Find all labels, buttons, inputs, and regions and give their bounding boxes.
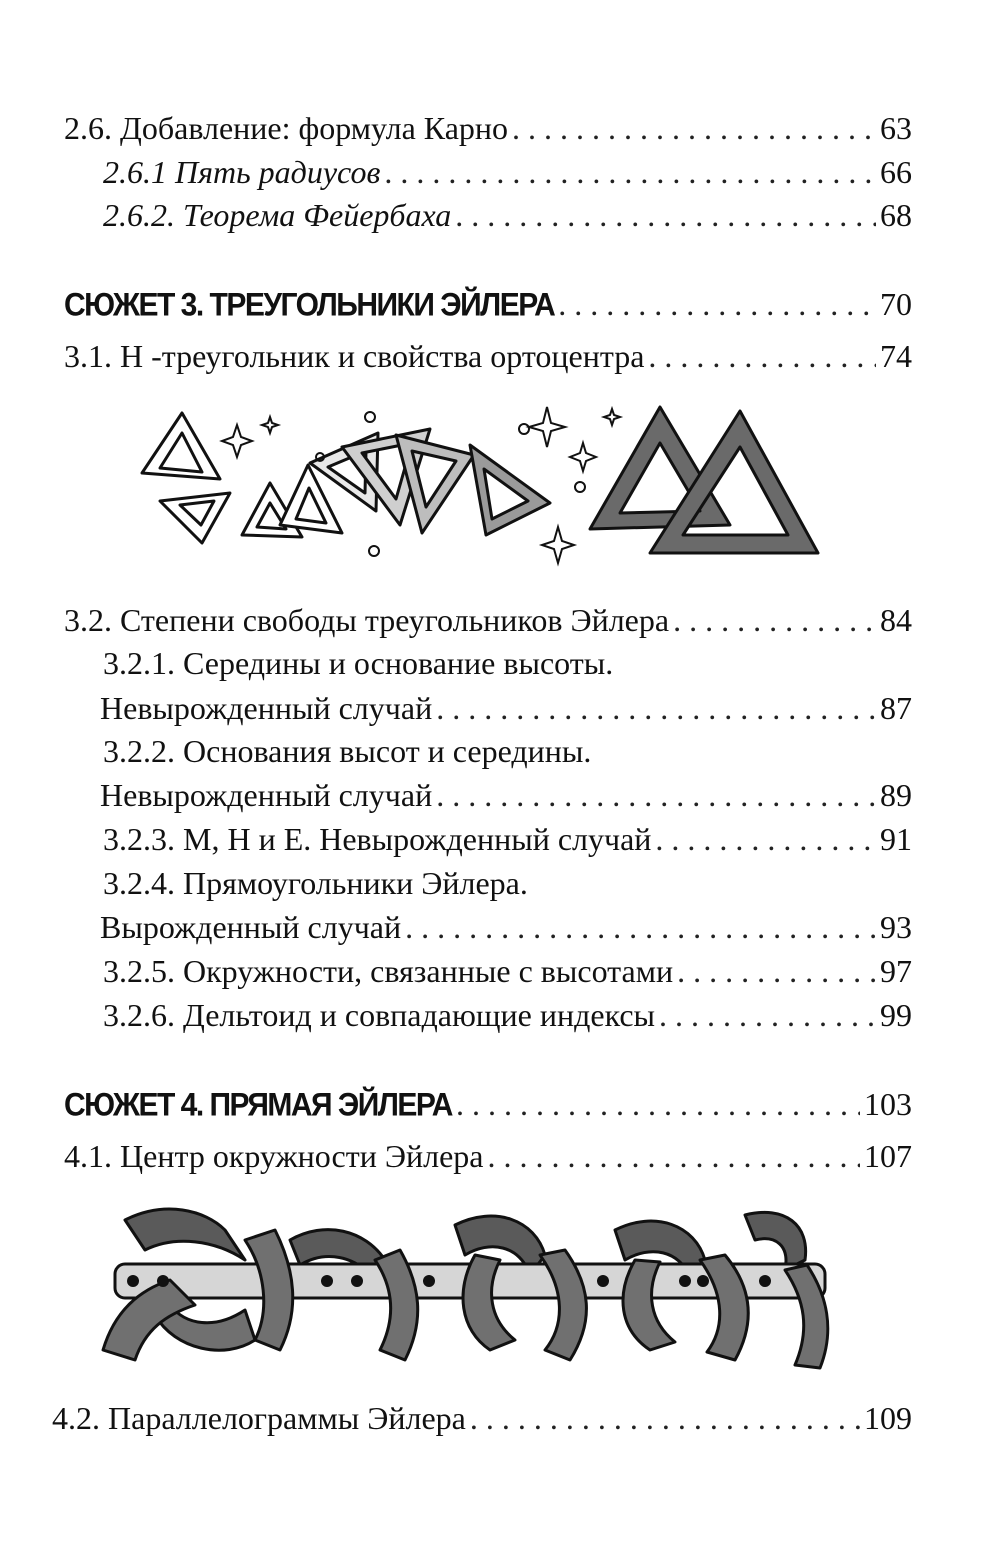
toc-entry[interactable] xyxy=(100,907,912,947)
toc-chapter-heading[interactable] xyxy=(64,1084,912,1126)
toc-entry-title: 3.2.3. М, Н и Е. Невырожденный случай xyxy=(103,821,652,857)
toc-entry-title: 4.2. Параллелограммы Эйлера xyxy=(52,1400,466,1436)
toc-page-number: 109 xyxy=(864,1400,912,1436)
toc-entry[interactable] xyxy=(103,819,912,859)
toc-entry-title: 4.1. Центр окружности Эйлера xyxy=(64,1138,484,1174)
leader-dots xyxy=(648,336,876,376)
toc-chapter-heading[interactable] xyxy=(64,284,912,326)
leader-dots xyxy=(677,951,876,991)
toc-page-number: 89 xyxy=(880,777,912,813)
toc-entry[interactable] xyxy=(52,1398,912,1438)
toc-entry-title: Невырожденный случай xyxy=(100,690,433,726)
leader-dots xyxy=(512,108,876,148)
toc-entry-title: 3.2.4. Прямоугольники Эйлера. xyxy=(103,865,528,901)
toc-entry[interactable] xyxy=(64,600,912,640)
toc-entry-title: Невырожденный случай xyxy=(100,777,433,813)
toc-entry-title: Вырожденный случай xyxy=(100,909,402,945)
toc-entry-title: 3.1. Н -треугольник и свойства ортоцентра xyxy=(64,338,645,374)
toc-entry[interactable] xyxy=(103,951,912,991)
toc-page-number: 63 xyxy=(880,110,912,146)
triangles-decoration-icon xyxy=(130,395,830,580)
toc-page-number: 103 xyxy=(864,1086,912,1122)
chapter-title: СЮЖЕТ 3. ТРЕУГОЛЬНИКИ ЭЙЛЕРА xyxy=(64,287,555,324)
leader-dots xyxy=(455,195,876,235)
toc-entry-title: 3.2. Степени свободы треугольников Эйлера xyxy=(64,602,670,638)
leader-dots xyxy=(655,819,876,859)
toc-entry[interactable] xyxy=(103,995,912,1035)
leader-dots xyxy=(659,995,876,1035)
toc-page-number: 70 xyxy=(880,286,912,322)
toc-page-number: 93 xyxy=(880,909,912,945)
leader-dots xyxy=(470,1398,860,1438)
leader-dots xyxy=(405,907,876,947)
toc-entry-title: 3.2.1. Середины и основание высоты. xyxy=(103,645,614,681)
toc-page-number: 107 xyxy=(864,1138,912,1174)
toc-page-number: 74 xyxy=(880,338,912,374)
toc-entry[interactable] xyxy=(64,1136,912,1176)
toc-entry[interactable] xyxy=(100,688,912,728)
toc-page-number: 68 xyxy=(880,197,912,233)
toc-page-number: 66 xyxy=(880,154,912,190)
toc-entry[interactable] xyxy=(103,195,912,235)
toc-entry[interactable] xyxy=(64,108,912,148)
toc-page-number: 97 xyxy=(880,953,912,989)
toc-page-number: 91 xyxy=(880,821,912,857)
toc-entry-title: 3.2.2. Основания высот и середины. xyxy=(103,733,592,769)
leader-dots xyxy=(384,152,876,192)
toc-entry-title: 2.6. Добавление: формула Карно xyxy=(64,110,509,146)
toc-entry[interactable] xyxy=(103,152,912,192)
leader-dots xyxy=(673,600,876,640)
toc-entry[interactable] xyxy=(100,775,912,815)
toc-entry[interactable] xyxy=(64,336,912,376)
leader-dots xyxy=(487,1136,860,1176)
toc-entry-title: 3.2.6. Дельтоид и совпадающие индексы xyxy=(103,997,656,1033)
chapter-title: СЮЖЕТ 4. ПРЯМАЯ ЭЙЛЕРА xyxy=(64,1087,452,1124)
ribbon-flute-icon xyxy=(95,1200,835,1375)
leader-dots xyxy=(436,775,876,815)
leader-dots xyxy=(456,1084,860,1124)
leader-dots xyxy=(558,284,876,324)
toc-entry-title: 2.6.2. Теорема Фейербаха xyxy=(103,197,452,233)
toc-page-number: 99 xyxy=(880,997,912,1033)
toc-entry-title: 2.6.1 Пять радиусов xyxy=(103,154,381,190)
toc-page-number: 87 xyxy=(880,690,912,726)
toc-page-number: 84 xyxy=(880,602,912,638)
leader-dots xyxy=(436,688,876,728)
toc-entry-title: 3.2.5. Окружности, связанные с высотами xyxy=(103,953,674,989)
